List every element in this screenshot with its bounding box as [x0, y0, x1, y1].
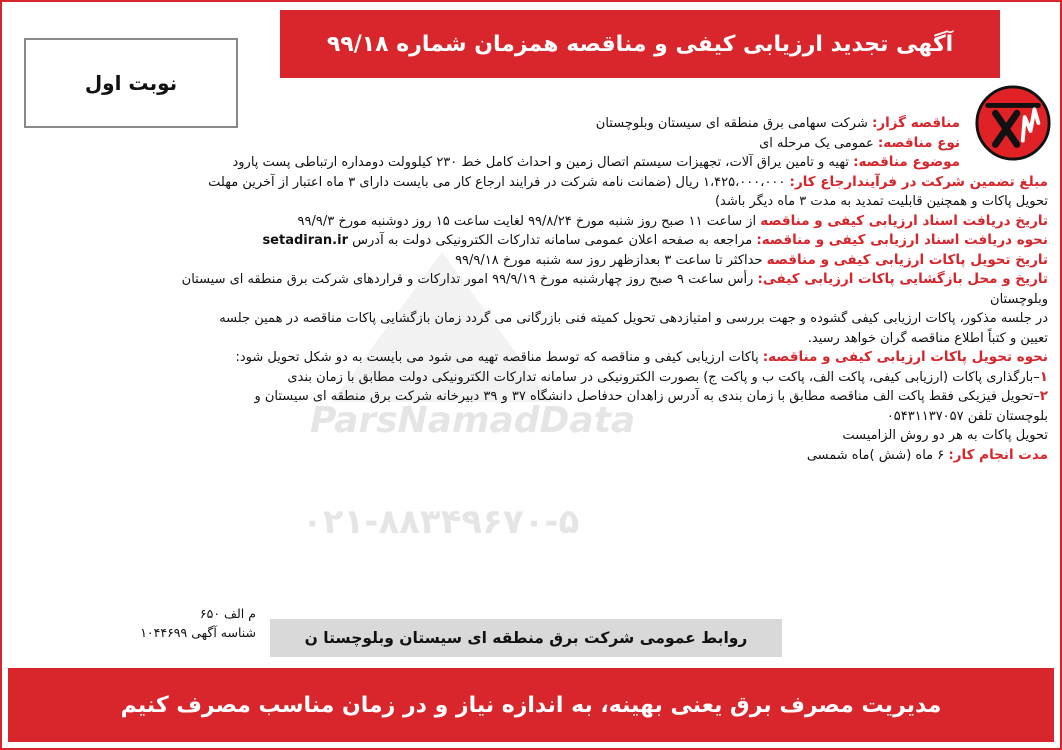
guarantee-label: مبلغ تضمین شرکت در فرآیندارجاع کار: — [789, 173, 1048, 190]
session-line-1: در جلسه مذکور، پاکات ارزیابی کیفی گشوده و جهت بررسی و امتیازدهی تحویل کمیته فنی بازرگانی می گردد زمان بازگشایی پاکات مناقصه در همین جلسه — [219, 311, 1048, 326]
title-banner — [280, 10, 1000, 78]
subject-value: تهیه و تامین یراق آلات، تجهیزات سیستم اتصال زمین و احداث کامل خط ۲۳۰ کیلوولت دومداره ارتباطی پست پارود — [232, 155, 854, 170]
item-1-text: –بارگذاری پاکات (ارزیابی کیفی، پاکت الف، پاکت ب و پاکت ج) بصورت الکترونیکی در سامانه تدارکات الکترونیکی دولت مطابق با زمان بندی — [287, 369, 1040, 385]
delivery-method-line — [8, 348, 1048, 368]
delivery-method-value: پاکات ارزیابی کیفی و مناقصه که توسط مناقصه تهیه می شود می بایست به دو شکل تحویل شود: — [235, 350, 763, 365]
notice-body — [8, 114, 1048, 465]
delivery-date-line — [8, 251, 1048, 271]
receive-method-label: نحوه دریافت اسناد ارزیابی کیفی و مناقصه: — [756, 232, 1048, 248]
type-value: عمومی یک مرحله ای — [759, 135, 878, 151]
duration-label: مدت انجام کار: — [948, 446, 1048, 463]
footer-meta — [16, 604, 256, 642]
notice-title: آگهی تجدید ارزیابی کیفی و مناقصه همزمان شماره ۹۹/۱۸ — [326, 31, 954, 57]
organizer-line — [8, 114, 1048, 134]
item-2-line — [8, 387, 1048, 407]
watermark-phone: ۰۲۱-۸۸۳۴۹۶۷۰-۵ — [302, 502, 580, 542]
receive-date-value: از ساعت ۱۱ صبح روز شنبه مورخ ۹۹/۸/۲۴ لغایت ساعت ۱۵ روز دوشنبه مورخ ۹۹/۹/۳ — [297, 213, 761, 229]
slogan-text: مدیریت مصرف برق یعنی بهینه، به اندازه نیاز و در زمان مناسب مصرف کنیم — [120, 692, 942, 718]
delivery-date-value: حداکثر تا ساعت ۳ بعدازظهر روز سه شنبه مورخ ۹۹/۹/۱۸ — [455, 252, 767, 268]
item-2-number: ۲ — [1039, 388, 1048, 404]
receive-date-line — [8, 212, 1048, 232]
slogan-banner — [8, 668, 1054, 742]
session-line-2: تعیین و کتباً اطلاع مناقصه گران خواهد رسید. — [807, 330, 1048, 346]
delivery-note-line: تحویل پاکات به هر دو روش الزامیست — [842, 428, 1048, 443]
ad-id: شناسه آگهی ۱۰۴۴۶۹۹ — [140, 625, 256, 640]
delivery-date-label: تاریخ تحویل پاکات ارزیابی کیفی و مناقصه — [766, 251, 1048, 268]
ad-code: م الف ۶۵۰ — [199, 606, 256, 621]
subject-label: موضوع مناقصه: — [853, 154, 960, 170]
delivery-method-label: نحوه تحویل پاکات ارزیابی کیفی و مناقصه: — [762, 349, 1048, 365]
receive-method-line — [8, 231, 1048, 251]
type-line — [8, 134, 1048, 154]
duration-line — [8, 446, 1048, 466]
subject-line — [8, 153, 1048, 173]
type-label: نوع مناقصه: — [877, 134, 960, 151]
item-2-text: –تحویل فیزیکی فقط پاکت الف مناقصه مطابق با زمان بندی به آدرس زاهدان حدفاصل دانشگاه ۳۷ و ۳۹ دبیرخانه شرکت برق منطقه ای سیستان و — [254, 389, 1040, 404]
setadiran-url: setadiran.ir — [262, 233, 348, 248]
opening-line — [8, 270, 1048, 290]
organizer-label: مناقصه گزار: — [871, 115, 960, 131]
opening-line-2: وبلوچستان — [990, 291, 1048, 307]
guarantee-value: ۱،۴۲۵،۰۰۰،۰۰۰ ریال (ضمانت نامه شرکت در فرایند ارجاع کار می بایست دارای ۳ ماه اعتبار از آخرین مهلت — [208, 174, 790, 190]
round-label: نوبت اول — [84, 71, 178, 95]
receive-date-label: تاریخ دریافت اسناد ارزیابی کیفی و مناقصه — [760, 212, 1048, 229]
receive-method-value: مراجعه به صفحه اعلان عمومی سامانه تدارکات الکترونیکی دولت به آدرس — [348, 233, 757, 248]
watermark-text: ParsNamadData — [310, 400, 636, 441]
guarantee-line — [8, 173, 1048, 193]
opening-label: تاریخ و محل بازگشایی پاکات ارزیابی کیفی: — [757, 271, 1048, 287]
item-1-number: ۱ — [1039, 368, 1048, 385]
public-relations-box — [270, 619, 782, 657]
public-relations-text: روابط عمومی شرکت برق منطقه ای سیستان وبلوچستا ن — [304, 629, 748, 647]
duration-value: ۶ ماه (شش )ماه شمسی — [806, 447, 949, 463]
organizer-value: شرکت سهامی برق منطقه ای سیستان وبلوچستان — [595, 116, 872, 131]
item-1-line — [8, 368, 1048, 388]
opening-value: رأس ساعت ۹ صبح روز چهارشنبه مورخ ۹۹/۹/۱۹ امور تدارکات و قراردهای شرکت برق منطقه ای سیستان — [181, 272, 758, 287]
item-2-line-2: بلوچستان تلفن ۰۵۴۳۱۱۳۷۰۵۷ — [886, 408, 1048, 424]
guarantee-line-2: تحویل پاکات و همچنین قابلیت تمدید به مدت ۳ ماه دیگر باشد) — [714, 194, 1048, 209]
